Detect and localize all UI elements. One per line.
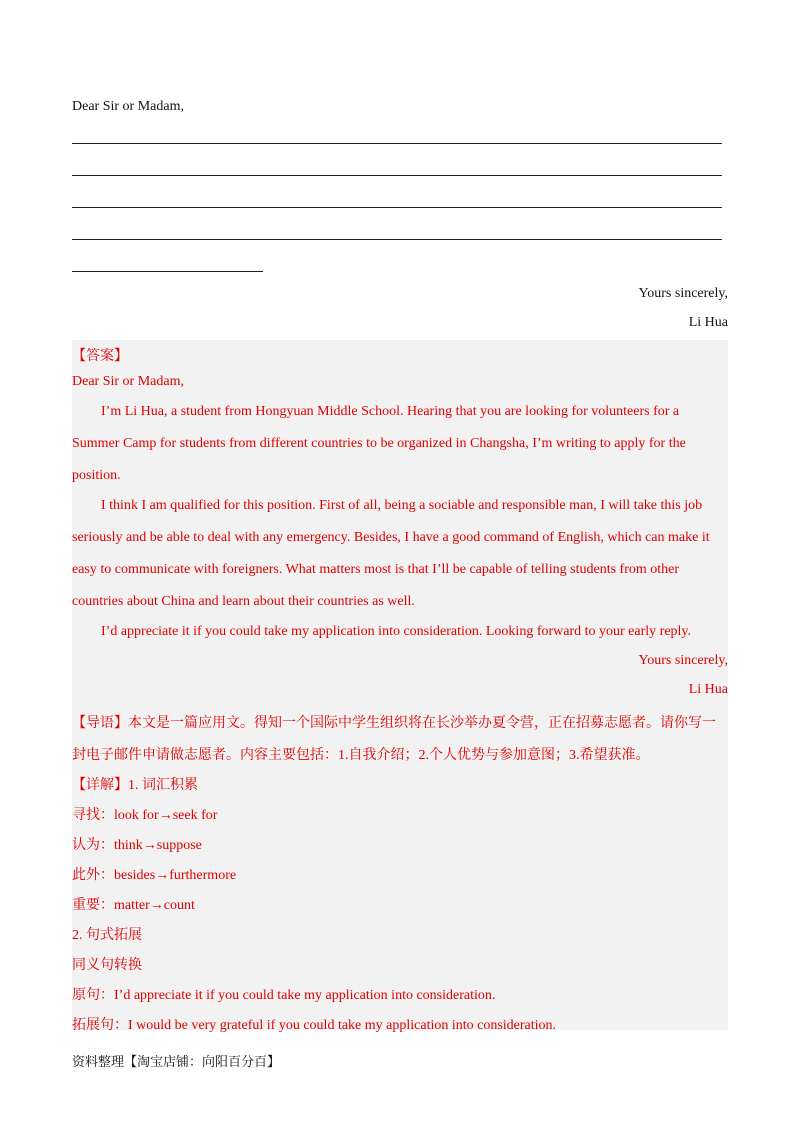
letter-salutation: Dear Sir or Madam,: [72, 99, 184, 114]
answer-p2-line1: I think I am qualified for this position. First of all, being a sociable and responsible man, I will take this job: [101, 498, 703, 513]
answer-p2-line3: easy to communicate with foreigners. What matters most is that I’ll be capable of telling students from other: [72, 562, 680, 577]
vocab-item-3: 此外：besides→furthermore: [72, 868, 237, 883]
writing-line-2: [72, 175, 722, 176]
page-footer: 资料整理【淘宝店铺：向阳百分百】: [72, 1054, 281, 1069]
answer-p1-line3: position.: [72, 468, 121, 483]
vocab-item-1: 寻找：look for→seek for: [72, 808, 218, 823]
answer-p1-line2: Summer Camp for students from different countries to be organized in Changsha, I’m writing to apply for the: [72, 436, 686, 451]
guide-line2: 封电子邮件申请做志愿者。内容主要包括：1.自我介绍；2.个人优势与参加意图；3.希望获准。: [72, 748, 650, 763]
guide-line1: 【导语】本文是一篇应用文。得知一个国际中学生组织将在长沙举办夏令营，正在招募志愿者。请你写一: [72, 716, 716, 731]
answer-p2-line2: seriously and be able to deal with any emergency. Besides, I have a good command of English, which can make it: [72, 530, 710, 545]
answer-signature: Li Hua: [688, 682, 728, 697]
original-sentence: 原句：I’d appreciate it if you could take my application into consideration.: [72, 988, 496, 1003]
section-2-heading: 2. 句式拓展: [72, 928, 142, 943]
writing-line-4: [72, 239, 722, 240]
answer-heading: 【答案】: [72, 349, 128, 364]
vocab-item-2: 认为：think→suppose: [72, 838, 202, 853]
answer-closing: Yours sincerely,: [638, 653, 728, 668]
letter-closing: Yours sincerely,: [638, 286, 728, 301]
answer-p3-line1: I’d appreciate it if you could take my application into consideration. Looking forward to your early reply.: [101, 624, 692, 639]
answer-p2-line4: countries about China and learn about their countries as well.: [72, 594, 415, 609]
answer-p1-line1: I’m Li Hua, a student from Hongyuan Middle School. Hearing that you are looking for volunteers for a: [101, 404, 680, 419]
synonym-subheading: 同义句转换: [72, 958, 142, 973]
writing-line-3: [72, 207, 722, 208]
writing-line-5: [72, 271, 263, 272]
answer-salutation: Dear Sir or Madam,: [72, 374, 184, 389]
vocab-item-4: 重要：matter→count: [72, 898, 195, 913]
details-heading: 【详解】1. 词汇积累: [72, 778, 198, 793]
extended-sentence: 拓展句：I would be very grateful if you could take my application into consideration.: [72, 1018, 557, 1033]
writing-line-1: [72, 143, 722, 144]
letter-signature: Li Hua: [688, 315, 728, 330]
